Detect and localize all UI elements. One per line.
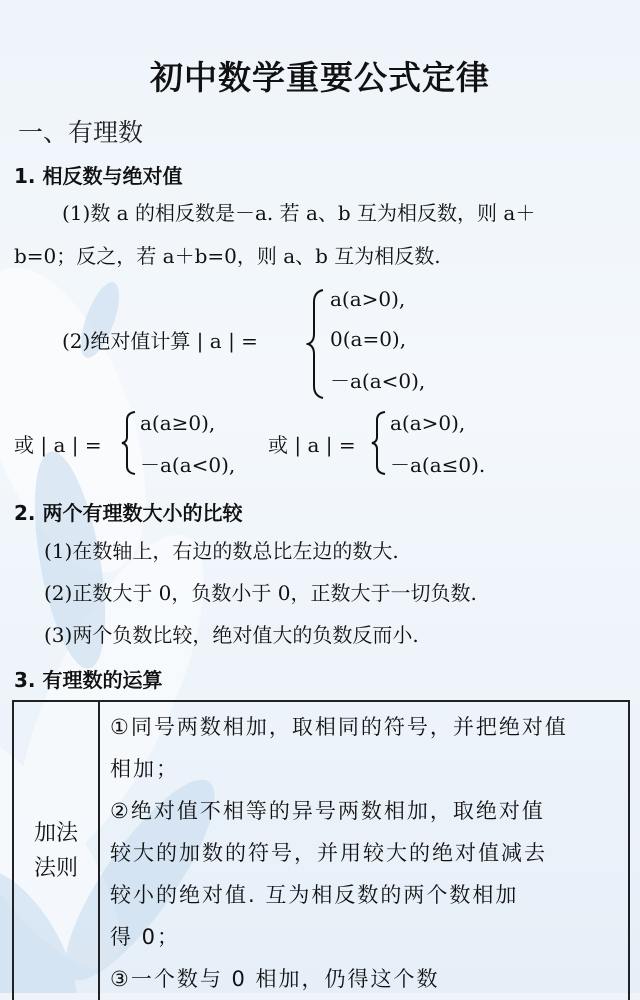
- addition-rule-header: [13, 701, 99, 1000]
- subsection-1-heading: 1. 相反数与绝对值: [14, 164, 183, 188]
- addition-rules-table: [12, 700, 630, 1000]
- list-item: (2)正数大于 0，负数小于 0，正数大于一切负数.: [44, 581, 477, 605]
- list-item: (1)在数轴上，右边的数总比左边的数大.: [44, 539, 399, 563]
- list-item: (3)两个负数比较，绝对值大的负数反而小.: [44, 623, 419, 647]
- addition-rule-body: [99, 701, 629, 1000]
- or1-case-2: －a(a<0),: [140, 453, 236, 477]
- rule-head-line: 加法: [33, 820, 78, 846]
- or1-case-1: a(a≥0),: [140, 411, 216, 435]
- rule-line: 较大的加数的符号，并用较大的绝对值减去: [110, 841, 547, 865]
- subsection-2-heading: 2. 两个有理数大小的比较: [14, 501, 243, 525]
- left-brace-icon: [120, 410, 138, 476]
- left-brace-icon: [370, 410, 388, 476]
- or-label-2: 或 | a | =: [268, 433, 356, 457]
- rule-line: ②绝对值不相等的异号两数相加，取绝对值: [110, 799, 545, 823]
- or2-case-2: －a(a≤0).: [390, 453, 486, 477]
- subsection-3-heading: 3. 有理数的运算: [14, 668, 163, 692]
- opposite-number-line-1: (1)数 a 的相反数是－a. 若 a、b 互为相反数，则 a＋: [62, 201, 536, 225]
- rule-line: 相加；: [110, 757, 179, 781]
- abs-case-1: a(a>0),: [330, 287, 406, 311]
- opposite-number-line-2: b=0；反之，若 a＋b=0，则 a、b 互为相反数.: [14, 244, 441, 268]
- page-title: 初中数学重要公式定律: [150, 58, 490, 97]
- section-heading: 一、有理数: [18, 118, 144, 147]
- abs-case-3: －a(a<0),: [330, 369, 426, 393]
- rule-line: ①同号两数相加，取相同的符号，并把绝对值: [110, 715, 568, 739]
- rule-line: 得 0；: [110, 925, 181, 949]
- or2-case-1: a(a>0),: [390, 411, 466, 435]
- abs-case-2: 0(a=0),: [330, 327, 407, 351]
- rule-line: 较小的绝对值. 互为相反数的两个数相加: [110, 883, 519, 907]
- left-brace-icon: [306, 288, 326, 400]
- or-label-1: 或 | a | =: [14, 433, 102, 457]
- absolute-value-label: (2)绝对值计算 | a | =: [62, 329, 258, 353]
- rule-head-line: 法则: [33, 856, 78, 881]
- rule-line: ③一个数与 0 相加，仍得这个数: [110, 967, 440, 991]
